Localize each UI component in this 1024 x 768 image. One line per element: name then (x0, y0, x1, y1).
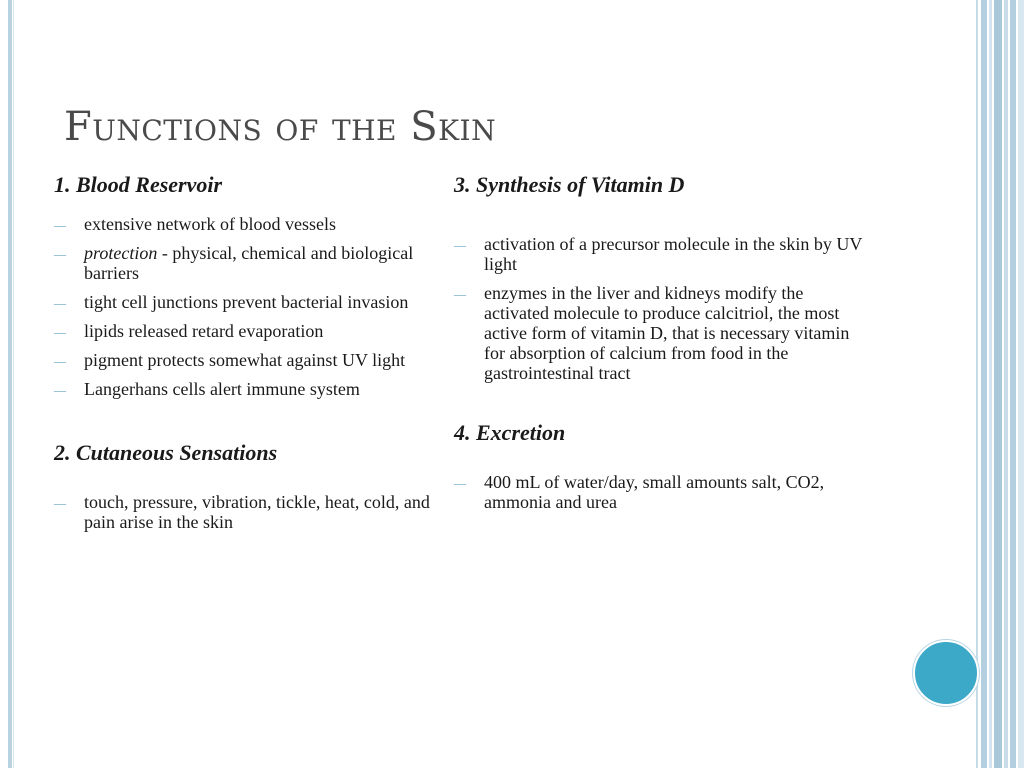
bullet-dash-icon: — (54, 247, 66, 261)
bullet-dash-icon: — (454, 287, 466, 301)
bullet-dash-icon: — (454, 476, 466, 490)
list-item-emphasis: protection (84, 243, 158, 263)
bullet-dash-icon: — (454, 238, 466, 252)
list-item-text: Langerhans cells alert immune system (84, 379, 360, 399)
bullet-dash-icon: — (54, 296, 66, 310)
bullet-dash-icon: — (54, 496, 66, 510)
list-item (54, 350, 454, 370)
bullet-list (454, 472, 864, 512)
list-item-text: activation of a precursor molecule in the skin by UV light (484, 234, 863, 274)
bullet-list (54, 214, 454, 399)
list-item (54, 492, 454, 532)
list-item (54, 214, 454, 234)
section-heading: 4. Excretion (454, 420, 566, 445)
slide-title: Functions of the Skin (64, 104, 497, 150)
right-stripe (1004, 0, 1008, 768)
list-item-text: touch, pressure, vibration, tickle, heat, cold, and pain arise in the skin (84, 492, 430, 532)
list-item-text: - physical, chemical and biological barriers (84, 243, 414, 283)
list-item (454, 234, 864, 274)
bullet-dash-icon: — (54, 354, 66, 368)
right-stripe (1018, 0, 1024, 768)
left-frame-line (8, 0, 12, 768)
left-column (54, 170, 454, 541)
list-item (54, 379, 454, 399)
section-heading: 3. Synthesis of Vitamin D (454, 172, 685, 197)
right-stripe (1010, 0, 1016, 768)
bullet-dash-icon: — (54, 218, 66, 232)
right-column (454, 170, 864, 521)
section-heading: 2. Cutaneous Sensations (54, 440, 278, 465)
bullet-list (454, 234, 864, 383)
decorative-circle (913, 640, 979, 706)
list-item (454, 283, 864, 383)
list-item-text: extensive network of blood vessels (84, 214, 336, 234)
list-item (54, 292, 454, 312)
left-frame-line-inner (13, 0, 14, 768)
list-item-text: 400 mL of water/day, small amounts salt, CO2, ammonia and urea (484, 472, 825, 512)
right-stripe (981, 0, 987, 768)
list-item-text: tight cell junctions prevent bacterial invasion (84, 292, 409, 312)
right-stripe (994, 0, 1002, 768)
bullet-dash-icon: — (54, 383, 66, 397)
section-heading: 1. Blood Reservoir (54, 172, 223, 197)
list-item (54, 243, 454, 283)
right-stripe (976, 0, 978, 768)
bullet-dash-icon: — (54, 325, 66, 339)
list-item-text: pigment protects somewhat against UV light (84, 350, 406, 370)
right-stripe (989, 0, 992, 768)
bullet-list (54, 492, 454, 532)
list-item-text: lipids released retard evaporation (84, 321, 324, 341)
list-item (454, 472, 864, 512)
list-item-text: enzymes in the liver and kidneys modify the activated molecule to produce calcitriol, the most active form of vitamin D, that is necessary vitamin for absorption of calcium from food in the gastrointestinal tract (484, 283, 850, 383)
list-item (54, 321, 454, 341)
